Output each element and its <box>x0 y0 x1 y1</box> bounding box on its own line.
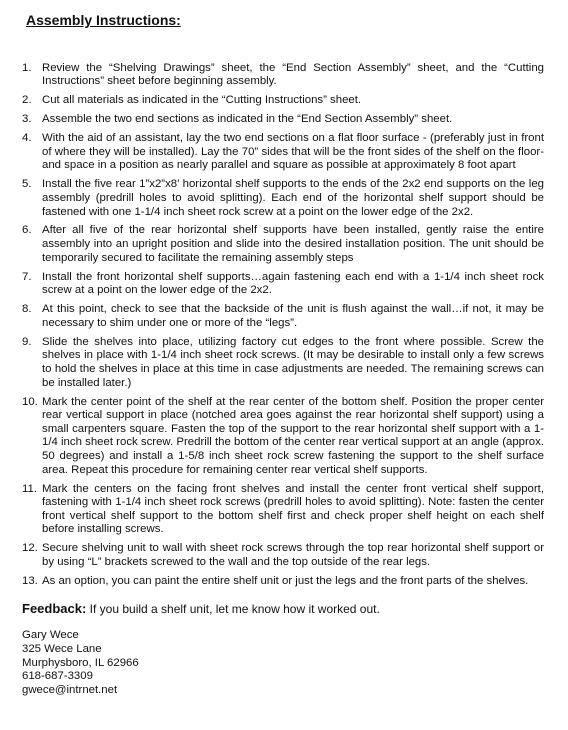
list-item <box>22 94 546 108</box>
list-item <box>22 62 546 89</box>
step-text: After all five of the rear horizontal shelf supports have been installed, gently raise the entire assembly into an upright position and slide into the desired installation position. The unit should be temporarily secured to facilitate the remaining assembly steps <box>42 224 544 264</box>
list-item <box>22 178 546 219</box>
step-number: 11. <box>22 482 37 495</box>
step-text: Secure shelving unit to wall with sheet rock screws through the top rear horizontal shelf support or by using “L” brackets screwed to the wall and the top outside of the rear legs. <box>42 542 544 568</box>
contact-name: Gary Wece <box>22 629 79 642</box>
step-text: With the aid of an assistant, lay the two end sections on a flat floor surface - (preferably just in front of where they will be installed). Lay the 70” sides that will be the front sides of the shelf on the floor-and space in a position as nearly parallel and square as possible at approximately 8 foot apart <box>42 132 544 172</box>
step-number: 5. <box>22 178 32 191</box>
assembly-steps-list <box>22 62 546 589</box>
step-text: As an option, you can paint the entire shelf unit or just the legs and the front parts of the shelves. <box>42 574 529 587</box>
step-text: Slide the shelves into place, utilizing factory cut edges to the front where possible. Screw the shelves in place with 1-1/4 inch sheet rock screws. (It may be desirable to install only a few screws to hold the shelves in place at this time in case adjustments are needed. The remaining screws can be installed later.) <box>42 335 544 389</box>
step-text: Assemble the two end sections as indicated in the “End Section Assembly” sheet. <box>42 113 453 126</box>
step-number: 6. <box>22 224 32 237</box>
contact-email: gwece@intrnet.net <box>22 684 118 697</box>
step-number: 1. <box>22 61 32 74</box>
list-item <box>22 303 546 330</box>
list-item <box>22 271 546 298</box>
list-item <box>22 542 546 569</box>
feedback-text: If you build a shelf unit, let me know how it worked out. <box>89 602 380 617</box>
step-number: 12. <box>22 542 38 555</box>
contact-phone: 618-687-3309 <box>22 670 93 683</box>
list-item <box>22 575 546 589</box>
step-number: 8. <box>22 303 32 316</box>
step-text: Review the “Shelving Drawings” sheet, the “End Section Assembly” sheet, and the “Cutting Instructions” sheet before beginning assembly. <box>42 61 544 88</box>
step-text: Install the front horizontal shelf supports…again fastening each end with a 1-1/4 inch sheet rock screw at a point on the lower edge of the 2x2. <box>42 270 544 297</box>
feedback-label: Feedback: <box>22 601 87 617</box>
list-item <box>22 224 546 265</box>
step-text: Mark the center point of the shelf at the rear center of the bottom shelf. Position the proper center rear vertical support in place (notched area goes against the rear horizontal shelf support) using a small carpenters square. Fasten the top of the support to the rear horizontal shelf support with a 1-1/4 inch sheet rock screw. Predrill the bottom of the center rear vertical support at an angle (approx. 50 degrees) and install a 1-5/8 inch sheet rock screw fastening the support to the shelf surface area. Repeat this procedure for remaining center rear vertical shelf supports. <box>42 395 544 476</box>
list-item <box>22 336 546 390</box>
step-number: 3. <box>22 113 32 126</box>
step-text: Cut all materials as indicated in the “Cutting Instructions” sheet. <box>42 94 362 107</box>
step-number: 13. <box>22 574 38 587</box>
step-text: At this point, check to see that the backside of the unit is flush against the wall…if not, it may be necessary to shim under one or more of the “legs”. <box>42 303 544 329</box>
step-number: 2. <box>22 94 32 107</box>
step-number: 10. <box>22 395 38 408</box>
step-number: 7. <box>22 270 32 283</box>
page-title: Assembly Instructions: <box>26 12 181 28</box>
step-text: Install the five rear 1”x2”x8’ horizontal shelf supports to the ends of the 2x2 end supports on the leg assembly (predrill holes to avoid splitting). Each end of the horizontal shelf support should be fastened with one 1-1/4 inch sheet rock screw at a point on the lower edge of the 2x2. <box>42 178 544 218</box>
list-item <box>22 113 546 127</box>
contact-block <box>22 629 546 698</box>
step-text: Mark the centers on the facing front shelves and install the center front vertical shelf support, fastening with 1-1/4 inch sheet rock screws (predrill holes to avoid splitting). Note: fasten the center front vertical shelf support to the bottom shelf first and check proper shelf height on each shelf before installing screws. <box>42 482 544 536</box>
contact-street: 325 Wece Lane <box>22 642 102 655</box>
step-number: 9. <box>22 335 32 348</box>
list-item <box>22 483 546 537</box>
step-number: 4. <box>22 132 32 145</box>
contact-city: Murphysboro, IL 62966 <box>22 656 139 669</box>
list-item <box>22 132 546 173</box>
list-item <box>22 396 546 478</box>
feedback-section <box>22 602 546 617</box>
